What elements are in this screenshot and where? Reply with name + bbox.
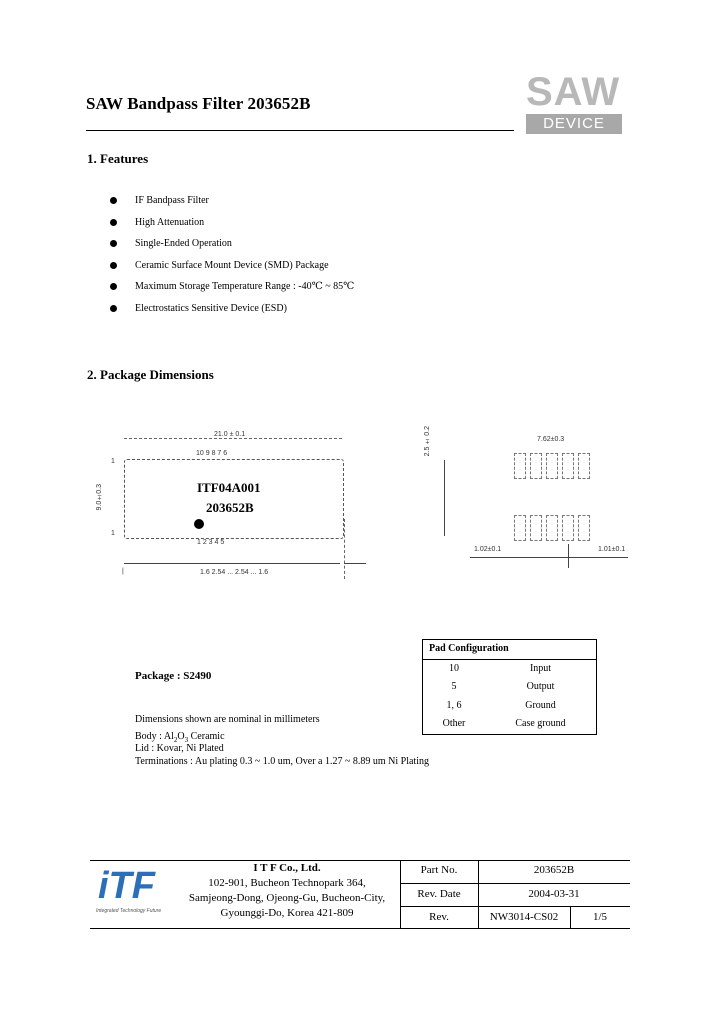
bottom-span-label: 1.6 2.54 ... 2.54 ... 1.6 xyxy=(200,569,269,576)
part-no-value: 203652B xyxy=(533,864,575,876)
top-length-label: 21.0 ± 0.1 xyxy=(214,431,246,438)
side-view-line xyxy=(444,460,445,536)
rev-label: Rev. xyxy=(429,911,449,923)
table-row: 1, 6 Ground xyxy=(446,699,556,711)
pad-config-heading: Pad Configuration xyxy=(423,640,597,660)
pad-left-label: 1.02±0.1 xyxy=(474,546,502,553)
table-row: Other Case ground xyxy=(442,718,566,729)
page-title: SAW Bandpass Filter 203652B xyxy=(86,94,311,113)
width-label: 9.0±0.3 xyxy=(96,484,103,511)
feature-item: Maximum Storage Temperature Range : -40℃ ~ 85℃ xyxy=(110,279,354,301)
part-no-label: Part No. xyxy=(420,864,458,876)
logo-device-text: DEVICE xyxy=(526,114,622,134)
company-address: I T F Co., Ltd. 102-901, Bucheon Technopark 364, Samjeong-Dong, Ojeong-Gu, Bucheon-City, Gyounggi-Do, Korea 421-809 xyxy=(176,861,398,921)
title-divider xyxy=(86,130,514,131)
table-row: 10 Input xyxy=(449,662,552,674)
bullet-icon xyxy=(110,283,117,290)
top-pin-numbers: 10 9 8 7 6 xyxy=(196,450,228,457)
package-label: Package : S2490 xyxy=(135,670,212,682)
lower-pad-row xyxy=(514,515,590,541)
features-list xyxy=(110,193,354,323)
side-height-label: 2.5 ± 0.2 xyxy=(424,426,431,457)
features-heading: 1. Features xyxy=(87,151,149,166)
rev-date-label: Rev. Date xyxy=(417,888,461,900)
terminations: Terminations : Au plating 0.3 ~ 1.0 um, Over a 1.27 ~ 8.89 um Ni Plating xyxy=(135,756,429,767)
table-row: 5 Output xyxy=(451,681,555,692)
feature-item: Electrostatics Sensitive Device (ESD) xyxy=(110,301,354,323)
logo-saw-text: SAW xyxy=(526,70,621,114)
bottom-span-dim-line xyxy=(124,563,340,564)
corner-mark: 1 xyxy=(111,458,115,465)
bullet-icon xyxy=(110,262,117,269)
bullet-icon xyxy=(110,305,117,312)
itf-logo xyxy=(96,864,176,922)
chip-top-view xyxy=(124,459,344,539)
bullet-icon xyxy=(110,219,117,226)
package-dimensions-heading: 2. Package Dimensions xyxy=(87,367,214,382)
bottom-pin-numbers: 1 2 3 4 5 xyxy=(197,539,225,546)
dimensions-note: Dimensions shown are nominal in millimeters xyxy=(135,714,320,725)
bullet-icon xyxy=(110,197,117,204)
lid-material: Lid : Kovar, Ni Plated xyxy=(135,743,224,754)
rev-value: NW3014-CS02 xyxy=(489,911,559,923)
pin1-indicator-dot xyxy=(194,519,204,529)
company-name: I T F Co., Ltd. xyxy=(253,862,321,874)
pad-pitch-label: 7.62±0.3 xyxy=(537,436,565,443)
pad-dim-line xyxy=(470,557,628,558)
itf-logo-tagline: Integrated Technology Future xyxy=(96,908,162,914)
pad-dim-tick xyxy=(568,544,569,568)
height-dim-tick xyxy=(344,563,366,564)
marking-model-number: 203652B xyxy=(206,500,254,515)
rev-date-value: 2004-03-31 xyxy=(528,888,580,900)
pad-right-label: 1.01±0.1 xyxy=(598,546,626,553)
corner-mark: 1 xyxy=(111,530,115,537)
feature-item: Single-Ended Operation xyxy=(110,236,354,258)
upper-pad-row xyxy=(514,453,590,479)
footer-title-block xyxy=(90,860,630,928)
pad-configuration-table xyxy=(422,639,597,735)
itf-logo-text: iTF xyxy=(98,865,155,907)
saw-device-logo xyxy=(522,70,622,136)
body-material: Body : $Al_2O_3$ Ceramic xyxy=(135,731,225,744)
bullet-icon xyxy=(110,240,117,247)
height-dim-line xyxy=(344,519,346,579)
page-number: 1/5 xyxy=(592,911,608,923)
feature-item: IF Bandpass Filter xyxy=(110,193,354,215)
marking-part-number: ITF04A001 xyxy=(197,480,261,495)
top-length-dim-line xyxy=(124,438,342,440)
feature-item: Ceramic Surface Mount Device (SMD) Package xyxy=(110,258,354,280)
feature-item: High Attenuation xyxy=(110,215,354,237)
